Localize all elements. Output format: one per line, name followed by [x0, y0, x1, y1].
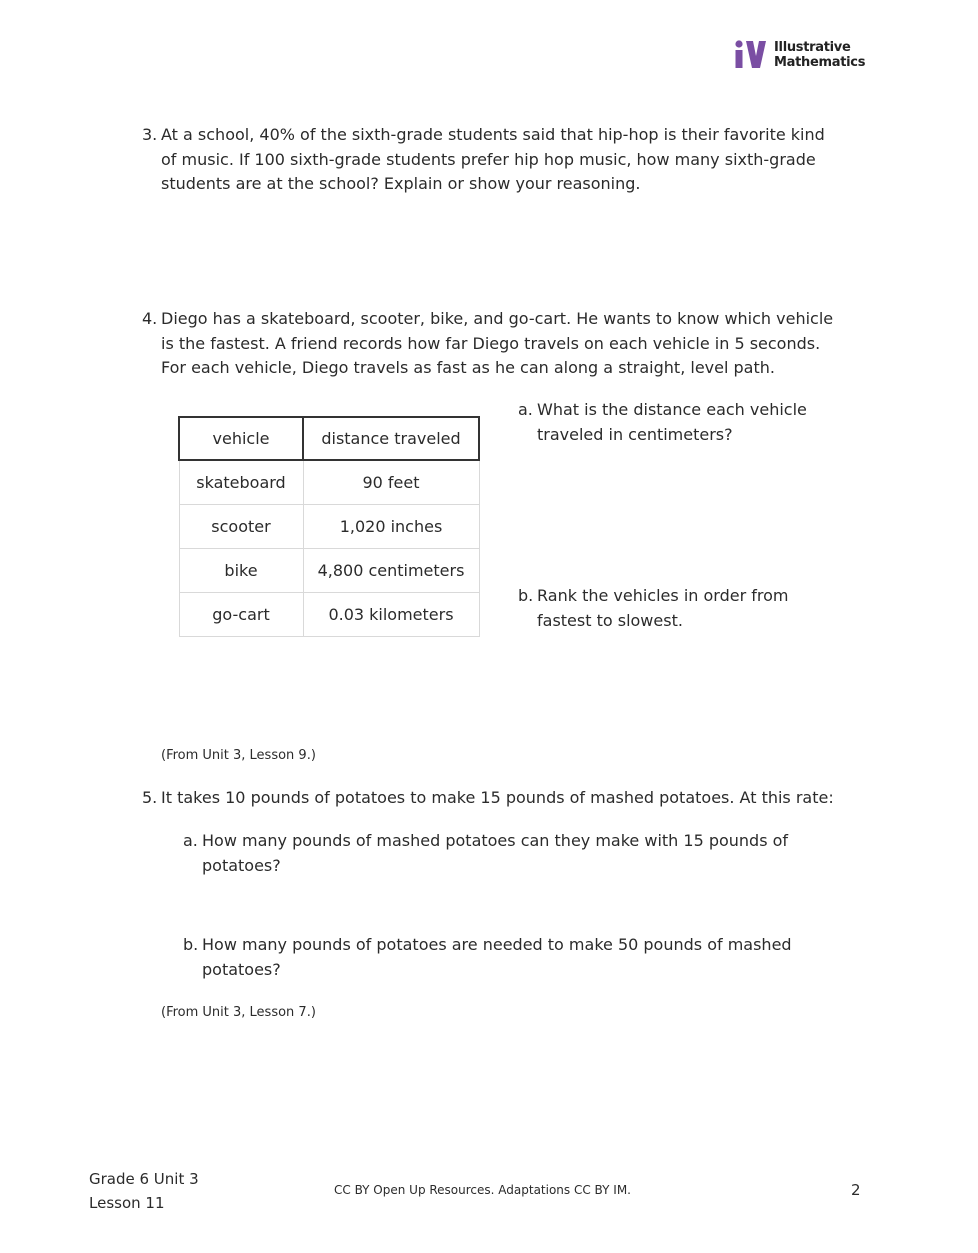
question-4a: [518, 398, 818, 447]
im-logo-icon: [734, 40, 770, 70]
table-cell: 4,800 centimeters: [303, 549, 479, 593]
question-5: [142, 786, 862, 811]
footer-lesson: Lesson 11: [89, 1194, 165, 1212]
table-cell: skateboard: [179, 460, 303, 505]
part-label: a.: [183, 831, 198, 850]
part-label: b.: [518, 586, 534, 605]
logo-text: [774, 40, 865, 70]
part-text: Rank the vehicles in order from fastest to slowest.: [537, 586, 789, 630]
source-note: (From Unit 3, Lesson 9.): [161, 748, 316, 763]
table-cell: bike: [179, 549, 303, 593]
table-cell: 1,020 inches: [303, 505, 479, 549]
part-label: b.: [183, 935, 199, 954]
part-text: How many pounds of potatoes are needed to make 50 pounds of mashed potatoes?: [202, 935, 792, 979]
logo-line-1: Illustrative: [774, 40, 851, 55]
logo-line-2: Mathematics: [774, 55, 866, 70]
question-4: [142, 307, 842, 381]
footer-license: CC BY Open Up Resources. Adaptations CC BY IM.: [334, 1183, 631, 1197]
table-row: [179, 460, 479, 505]
table-cell: 90 feet: [303, 460, 479, 505]
vehicle-distance-table: [178, 416, 480, 637]
question-number: 3.: [142, 125, 158, 144]
table-cell: scooter: [179, 505, 303, 549]
table-row: [179, 505, 479, 549]
source-note: (From Unit 3, Lesson 7.): [161, 1005, 316, 1020]
table-row: [179, 549, 479, 593]
question-text: At a school, 40% of the sixth-grade students said that hip-hop is their favorite kind of music. If 100 sixth-grade students prefer hip hop music, how many sixth-grade students are at the school? Explain or show your reasoning.: [161, 125, 825, 193]
table-header-row: [179, 417, 479, 460]
table-cell: 0.03 kilometers: [303, 593, 479, 637]
table-row: [179, 593, 479, 637]
table-header: distance traveled: [303, 417, 479, 460]
question-number: 5.: [142, 788, 158, 807]
question-text: It takes 10 pounds of potatoes to make 15 pounds of mashed potatoes. At this rate:: [161, 788, 834, 807]
question-4b: [518, 584, 818, 633]
question-number: 4.: [142, 309, 158, 328]
footer-grade-unit: Grade 6 Unit 3: [89, 1170, 199, 1188]
question-text: Diego has a skateboard, scooter, bike, and go-cart. He wants to know which vehicle is the fastest. A friend records how far Diego travels on each vehicle in 5 seconds. For each vehicle, Diego travels as fast as he can along a straight, level path.: [161, 309, 834, 377]
question-5b: [183, 933, 803, 982]
question-3: [142, 123, 842, 197]
footer-course-info: [89, 1167, 199, 1215]
part-text: How many pounds of mashed potatoes can they make with 15 pounds of potatoes?: [202, 831, 789, 875]
table-cell: go-cart: [179, 593, 303, 637]
part-label: a.: [518, 400, 533, 419]
table-header: vehicle: [179, 417, 303, 460]
im-logo: [734, 40, 864, 72]
part-text: What is the distance each vehicle traveled in centimeters?: [537, 400, 807, 444]
page-number: 2: [851, 1181, 861, 1199]
question-5a: [183, 829, 803, 878]
